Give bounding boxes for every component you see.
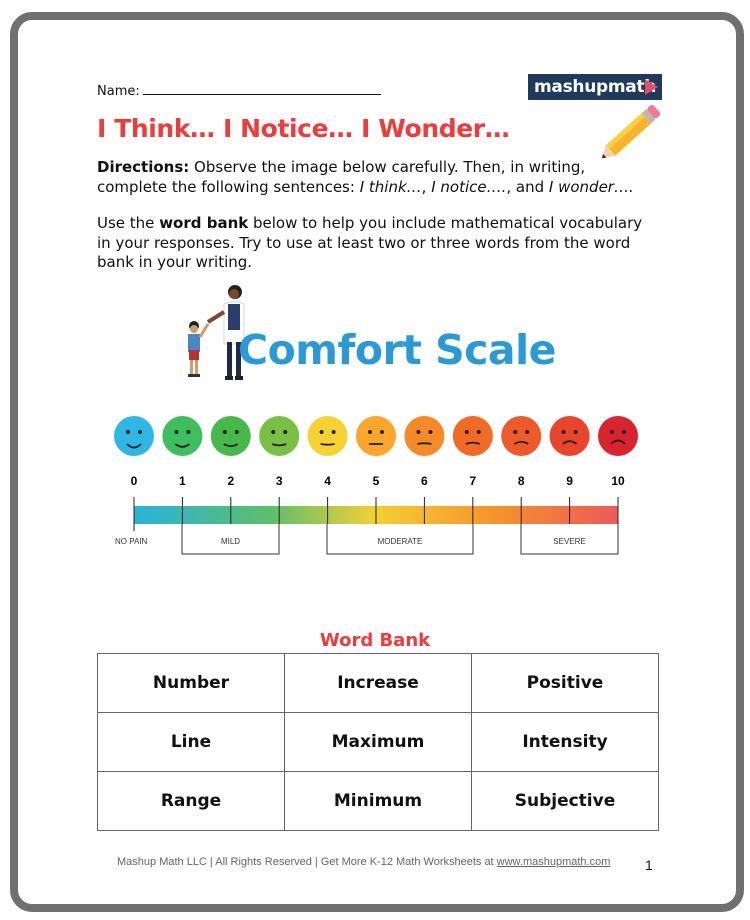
face-icon-8 <box>501 416 541 456</box>
word-cell: Range <box>98 772 285 831</box>
tick-label-5: 5 <box>372 474 380 488</box>
comfort-scale-title: Comfort Scale <box>238 326 556 374</box>
page-number: 1 <box>645 857 653 873</box>
no-pain-label: NO PAIN <box>115 537 148 546</box>
name-label: Name: <box>97 84 140 99</box>
table-row <box>98 713 659 772</box>
severe-label: SEVERE <box>553 537 586 546</box>
footer-link[interactable]: www.mashupmath.com <box>496 856 611 868</box>
logo-text: mashupmath <box>534 77 657 97</box>
tick-label-3: 3 <box>275 474 283 488</box>
i-think-text: I think… <box>359 177 422 196</box>
tick-label-8: 8 <box>517 474 525 488</box>
word-bank-table <box>97 653 659 831</box>
footer-text: Mashup Math LLC | All Rights Reserved | Get More K-12 Math Worksheets at <box>117 856 497 868</box>
i-notice-text: I notice…. <box>431 177 507 196</box>
tick-label-7: 7 <box>469 474 477 488</box>
directions-body: Observe the image below carefully. Then, in writing, complete the following sentences: <box>97 158 586 196</box>
tick-label-1: 1 <box>179 474 186 488</box>
tick-label-4: 4 <box>324 474 331 488</box>
word-cell: Intensity <box>472 713 659 772</box>
word-bank-title: Word Bank <box>319 630 431 651</box>
moderate-label: MODERATE <box>377 537 423 546</box>
face-icon-10 <box>598 416 638 456</box>
sep-2: , and <box>506 177 549 196</box>
word-bank-bold: word bank <box>159 214 249 232</box>
page-title: I Think… I Notice… I Wonder… <box>97 114 510 143</box>
face-icon-9 <box>550 416 590 456</box>
face-icon-0 <box>114 416 154 456</box>
sep-1: , <box>421 177 432 196</box>
mild-label: MILD <box>220 537 241 546</box>
word-cell: Subjective <box>472 772 659 831</box>
table-row <box>98 772 659 831</box>
tick-label-9: 9 <box>566 474 573 488</box>
instructions-rest: below to help you include mathematical vocabulary in your responses. Try to use at least two or three words from the word bank in your writing. <box>97 214 643 271</box>
word-cell: Number <box>98 654 285 713</box>
use-the-text: Use the <box>97 214 160 232</box>
pain-scale <box>100 465 660 565</box>
directions-label: Directions: <box>97 158 190 176</box>
table-row <box>98 654 659 713</box>
face-icon-4 <box>308 416 348 456</box>
word-cell: Increase <box>285 654 472 713</box>
face-icon-6 <box>404 416 444 456</box>
face-icon-5 <box>356 416 396 456</box>
tick-label-0: 0 <box>130 474 138 488</box>
word-cell: Maximum <box>285 713 472 772</box>
face-icon-7 <box>453 416 493 456</box>
face-icon-3 <box>259 416 299 456</box>
word-cell: Minimum <box>285 772 472 831</box>
face-icon-1 <box>162 416 202 456</box>
i-wonder-text: I wonder…. <box>548 177 634 196</box>
tick-label-2: 2 <box>227 474 235 488</box>
tick-label-6: 6 <box>421 474 428 488</box>
face-icon-2 <box>211 416 251 456</box>
tick-label-10: 10 <box>611 474 625 488</box>
footer <box>117 856 610 868</box>
word-cell: Line <box>98 713 285 772</box>
word-cell: Positive <box>472 654 659 713</box>
